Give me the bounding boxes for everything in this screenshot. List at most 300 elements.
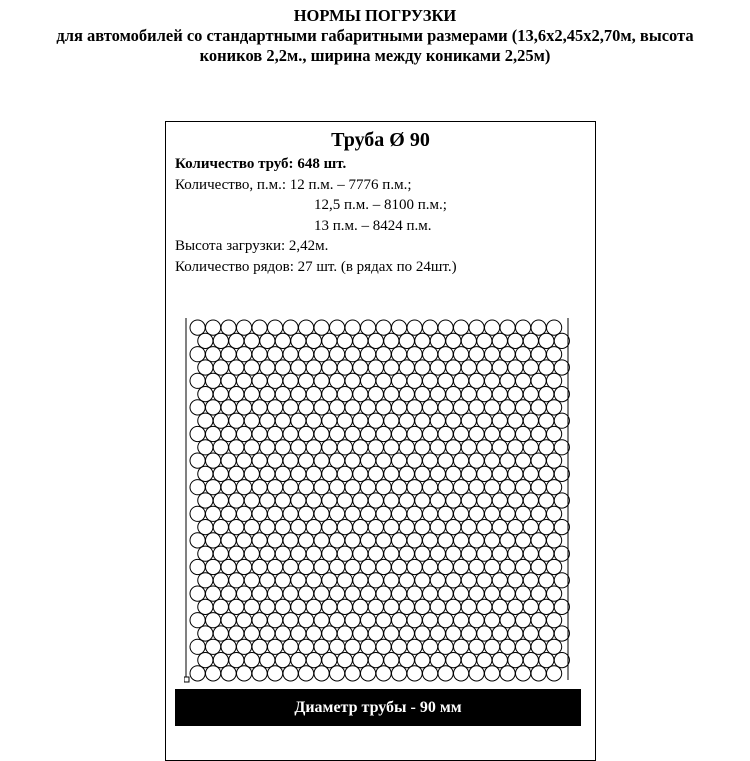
pipe-circle xyxy=(454,639,469,654)
pipe-circle xyxy=(361,320,376,335)
pipe-circle xyxy=(531,586,546,601)
pipe-circle xyxy=(454,586,469,601)
pipe-circle xyxy=(306,520,321,535)
pipe-circle xyxy=(291,413,306,428)
pipe-circle xyxy=(446,599,461,614)
pipe-circle xyxy=(314,506,329,521)
quantity-row xyxy=(175,154,457,175)
pipe-circle xyxy=(523,333,538,348)
pipe-circle xyxy=(268,373,283,388)
pipe-circle xyxy=(306,466,321,481)
card-title: Труба Ø 90 xyxy=(331,129,430,151)
pipe-circle xyxy=(492,546,507,561)
pipe-circle xyxy=(299,480,314,495)
pipe-circle xyxy=(423,373,438,388)
pipe-circle xyxy=(539,599,554,614)
pipe-circle xyxy=(469,586,484,601)
pipe-circle xyxy=(508,387,523,402)
pipe-circle xyxy=(268,506,283,521)
pipe-circle xyxy=(423,559,438,574)
pipe-circle xyxy=(268,586,283,601)
pipe-circle xyxy=(547,666,562,681)
pipe-circle xyxy=(477,626,492,641)
pipe-circle xyxy=(384,626,399,641)
meters-line-1: 12 п.м. – 7776 п.м.; xyxy=(289,176,412,193)
pipe-circle xyxy=(469,559,484,574)
pipe-circle xyxy=(361,533,376,548)
pipe-circle xyxy=(392,453,407,468)
pipe-circle xyxy=(337,413,352,428)
pipe-circle xyxy=(252,639,267,654)
pipe-circle xyxy=(516,453,531,468)
pipe-circle xyxy=(438,400,453,415)
pipe-circle xyxy=(198,413,213,428)
pipe-circle xyxy=(461,493,476,508)
pipe-circle xyxy=(399,599,414,614)
pipe-circle xyxy=(353,466,368,481)
pipe-circle xyxy=(384,653,399,668)
pipe-circle xyxy=(213,413,228,428)
pipe-circle xyxy=(500,506,515,521)
pipe-circle xyxy=(299,426,314,441)
pipe-circle xyxy=(539,653,554,668)
pipe-circle xyxy=(252,613,267,628)
pipe-circle xyxy=(485,400,500,415)
pipe-circle xyxy=(446,360,461,375)
pipe-circle xyxy=(469,426,484,441)
pipe-circle xyxy=(392,533,407,548)
pipe-circle xyxy=(314,666,329,681)
pipe-circle xyxy=(492,387,507,402)
pipe-circle xyxy=(206,639,221,654)
pipe-circle xyxy=(500,453,515,468)
pipe-circle xyxy=(330,533,345,548)
pipe-circle xyxy=(376,480,391,495)
pipe-circle xyxy=(190,453,205,468)
pipe-circle xyxy=(361,347,376,362)
pipe-circle xyxy=(268,613,283,628)
pipe-circle xyxy=(252,480,267,495)
pipe-circle xyxy=(500,586,515,601)
pipe-circle xyxy=(392,480,407,495)
pipe-circle xyxy=(322,573,337,588)
pipe-circle xyxy=(485,320,500,335)
pipe-circle xyxy=(283,559,298,574)
pipe-circle xyxy=(322,360,337,375)
pipe-circle xyxy=(314,347,329,362)
pipe-circle xyxy=(237,373,252,388)
pipe-circle xyxy=(516,639,531,654)
pipe-circle xyxy=(399,653,414,668)
pipe-circle xyxy=(547,373,562,388)
pipe-circle xyxy=(337,387,352,402)
pipe-circle xyxy=(399,626,414,641)
pipe-circle xyxy=(500,613,515,628)
rows-count: Количество рядов: 27 шт. (в рядах по 24шт.) xyxy=(175,258,457,275)
pipe-circle xyxy=(229,387,244,402)
pipe-circle xyxy=(268,453,283,468)
pipe-circle xyxy=(283,400,298,415)
pipe-circle xyxy=(492,573,507,588)
pipe-circle xyxy=(516,613,531,628)
pipe-circle xyxy=(229,333,244,348)
pipe-circle xyxy=(407,480,422,495)
pipe-circle xyxy=(206,453,221,468)
pipe-circle xyxy=(485,506,500,521)
pipe-circle xyxy=(291,493,306,508)
pipe-circle xyxy=(384,333,399,348)
pipe-circle xyxy=(523,653,538,668)
pipe-circle xyxy=(330,586,345,601)
pipe-circle xyxy=(345,426,360,441)
pipe-circle xyxy=(322,546,337,561)
pipe-circle xyxy=(547,426,562,441)
pipe-circle xyxy=(283,506,298,521)
meters-line-3: 13 п.м. – 8424 п.м. xyxy=(314,217,432,234)
pipe-circle xyxy=(306,440,321,455)
pipe-circle xyxy=(229,520,244,535)
pipe-circle xyxy=(376,586,391,601)
pipe-circle xyxy=(407,533,422,548)
pipe-circle xyxy=(237,559,252,574)
pipe-circle xyxy=(392,347,407,362)
pipe-circle xyxy=(547,559,562,574)
pipe-circle xyxy=(314,426,329,441)
pipe-circle xyxy=(252,400,267,415)
pipe-circle xyxy=(539,520,554,535)
pipe-circle xyxy=(547,533,562,548)
pipe-circle xyxy=(477,466,492,481)
pipe-circle xyxy=(523,546,538,561)
pipe-circle xyxy=(461,360,476,375)
pipe-circle xyxy=(384,440,399,455)
pipe-circle xyxy=(337,440,352,455)
pipe-circle xyxy=(415,546,430,561)
pipe-circle xyxy=(430,520,445,535)
pipe-circle xyxy=(554,599,569,614)
pipe-circle xyxy=(190,559,205,574)
pipe-circle xyxy=(461,626,476,641)
pipe-circle xyxy=(539,493,554,508)
pipe-circle xyxy=(198,387,213,402)
pipe-circle xyxy=(314,559,329,574)
pipe-circle xyxy=(275,653,290,668)
pipe-circle xyxy=(368,520,383,535)
pipe-circle xyxy=(221,559,236,574)
pipe-circle xyxy=(322,440,337,455)
pipe-circle xyxy=(384,573,399,588)
pipe-circle xyxy=(399,413,414,428)
pipe-circle xyxy=(469,613,484,628)
pipe-circle xyxy=(244,653,259,668)
pipe-circle xyxy=(415,413,430,428)
pipe-circle xyxy=(244,466,259,481)
pipe-circle xyxy=(306,387,321,402)
pipe-circle xyxy=(213,546,228,561)
pipe-circle xyxy=(399,466,414,481)
pipe-circle xyxy=(554,546,569,561)
pipe-circle xyxy=(190,666,205,681)
pipe-circle xyxy=(461,573,476,588)
pipe-circle xyxy=(461,413,476,428)
pipe-circle xyxy=(252,559,267,574)
pipe-circle xyxy=(275,599,290,614)
pipe-circle xyxy=(337,626,352,641)
pipe-circle xyxy=(368,387,383,402)
pipe-circle xyxy=(275,626,290,641)
pipe-circle xyxy=(330,453,345,468)
pipe-circle xyxy=(407,639,422,654)
pipe-circle xyxy=(268,400,283,415)
pipe-circle xyxy=(229,573,244,588)
pipe-circle xyxy=(337,520,352,535)
pipe-circle xyxy=(531,426,546,441)
pipe-circle xyxy=(539,573,554,588)
pipe-circle xyxy=(523,599,538,614)
pipe-circle xyxy=(345,613,360,628)
pipe-circle xyxy=(268,480,283,495)
pipe-circle xyxy=(454,453,469,468)
pipe-circle xyxy=(190,506,205,521)
pipe-circle xyxy=(244,360,259,375)
pipe-circle xyxy=(399,546,414,561)
pipe-circle xyxy=(531,373,546,388)
pipe-circle xyxy=(392,373,407,388)
pipe-circle xyxy=(252,320,267,335)
pipe-circle xyxy=(423,480,438,495)
pipe-circle xyxy=(539,466,554,481)
pipe-circle xyxy=(330,613,345,628)
pipe-circle xyxy=(213,653,228,668)
pipe-circle xyxy=(275,546,290,561)
pipe-circle xyxy=(469,453,484,468)
pipe-circle xyxy=(454,506,469,521)
pipe-circle xyxy=(368,360,383,375)
pipe-circle xyxy=(299,639,314,654)
pipe-circle xyxy=(376,506,391,521)
pipe-circle xyxy=(438,453,453,468)
pipe-circle xyxy=(407,426,422,441)
pipe-circle xyxy=(415,626,430,641)
pipe-circle xyxy=(516,347,531,362)
pipe-circle xyxy=(492,653,507,668)
meters-label: Количество, п.м.: xyxy=(175,176,287,193)
pipe-circle xyxy=(221,453,236,468)
pipe-circle xyxy=(330,347,345,362)
pipe-circle xyxy=(492,626,507,641)
pipe-circle xyxy=(283,613,298,628)
pipe-circle xyxy=(221,347,236,362)
pipe-circle xyxy=(314,613,329,628)
pipe-circle xyxy=(337,599,352,614)
pipe-circle xyxy=(438,373,453,388)
pipe-circle xyxy=(554,413,569,428)
pipe-circle xyxy=(299,453,314,468)
pipe-circle xyxy=(268,426,283,441)
pipe-circle xyxy=(461,520,476,535)
pipe-circle xyxy=(291,440,306,455)
pipe-circle xyxy=(368,413,383,428)
pipe-circle xyxy=(206,480,221,495)
pipe-circle xyxy=(221,320,236,335)
pipe-circle xyxy=(415,387,430,402)
pipe-circle xyxy=(275,466,290,481)
pipe-circle xyxy=(345,506,360,521)
pipe-circle xyxy=(237,586,252,601)
pipe-circle xyxy=(322,333,337,348)
pipe-circle xyxy=(554,360,569,375)
pipe-circle xyxy=(438,586,453,601)
pipe-circle xyxy=(531,320,546,335)
pipe-circle xyxy=(539,333,554,348)
pipe-circle xyxy=(306,599,321,614)
pipe-circle xyxy=(221,506,236,521)
pipe-circle xyxy=(469,506,484,521)
pipe-circle xyxy=(508,440,523,455)
pipe-circle xyxy=(500,373,515,388)
meters-row xyxy=(175,175,457,196)
pipe-circle xyxy=(260,493,275,508)
pipe-circle xyxy=(384,599,399,614)
pipe-circle xyxy=(237,400,252,415)
pipe-circle xyxy=(547,586,562,601)
pipe-circle xyxy=(554,520,569,535)
pipe-circle xyxy=(244,413,259,428)
pipe-circle xyxy=(492,360,507,375)
pipe-circle xyxy=(430,413,445,428)
pipe-circle xyxy=(461,387,476,402)
pipe-circle xyxy=(469,533,484,548)
pipe-circle xyxy=(283,373,298,388)
pipe-circle xyxy=(353,626,368,641)
pipe-circle xyxy=(423,533,438,548)
pipe-circle xyxy=(260,333,275,348)
pipe-circle xyxy=(244,333,259,348)
pipe-circle xyxy=(415,573,430,588)
pipe-circle xyxy=(446,333,461,348)
pipe-circle xyxy=(291,387,306,402)
pipe-circle xyxy=(330,506,345,521)
pipe-circle xyxy=(454,666,469,681)
pipe-circle xyxy=(213,387,228,402)
pipe-circle xyxy=(492,599,507,614)
pipe-circle xyxy=(229,626,244,641)
pipe-circle xyxy=(392,506,407,521)
pipe-circle xyxy=(299,613,314,628)
pipe-circle xyxy=(438,320,453,335)
pipe-circle xyxy=(237,506,252,521)
pipe-circle xyxy=(477,599,492,614)
pipe-circle xyxy=(190,533,205,548)
pipe-circle xyxy=(446,387,461,402)
pipe-circle xyxy=(516,533,531,548)
pipe-circle xyxy=(368,466,383,481)
pipe-circle xyxy=(477,520,492,535)
pipe-circle xyxy=(407,320,422,335)
pipe-circle xyxy=(469,400,484,415)
pipe-circle xyxy=(523,413,538,428)
pipe-circle xyxy=(260,413,275,428)
pipe-circle xyxy=(500,347,515,362)
pipe-circle xyxy=(283,320,298,335)
pipe-circle xyxy=(516,586,531,601)
pipe-circle xyxy=(275,440,290,455)
pipe-circle xyxy=(438,533,453,548)
pipe-circle xyxy=(322,653,337,668)
pipe-circle xyxy=(268,347,283,362)
pipe-circle xyxy=(392,666,407,681)
pipe-circle xyxy=(554,440,569,455)
pipe-circle xyxy=(206,400,221,415)
pipe-circle xyxy=(206,666,221,681)
pipe-circle xyxy=(260,360,275,375)
pipe-circle xyxy=(454,480,469,495)
pipe-card xyxy=(165,121,596,761)
pipe-circle xyxy=(454,613,469,628)
pipe-circle xyxy=(252,453,267,468)
pipe-circle xyxy=(206,506,221,521)
pipe-circle xyxy=(221,613,236,628)
pipe-circle xyxy=(353,360,368,375)
pipe-circle xyxy=(198,333,213,348)
pipe-circle xyxy=(314,320,329,335)
pipe-circle xyxy=(376,453,391,468)
pipe-circle xyxy=(337,573,352,588)
pipe-circle xyxy=(260,440,275,455)
pipe-circle xyxy=(337,653,352,668)
pipe-circle xyxy=(353,333,368,348)
pipe-circle xyxy=(260,466,275,481)
pipe-circle xyxy=(500,480,515,495)
pipe-circle xyxy=(384,413,399,428)
pipe-circle xyxy=(407,666,422,681)
pipe-circle xyxy=(353,599,368,614)
pipe-circle xyxy=(384,493,399,508)
pipe-circle xyxy=(461,466,476,481)
pipe-circle xyxy=(368,653,383,668)
pipe-circle xyxy=(306,333,321,348)
pipe-circle xyxy=(291,466,306,481)
pipe-circle xyxy=(407,586,422,601)
pipe-circle xyxy=(438,613,453,628)
quantity-value: 648 шт. xyxy=(297,156,347,172)
pipe-circle xyxy=(415,333,430,348)
pipe-circle xyxy=(361,613,376,628)
pipe-circle xyxy=(237,639,252,654)
pipe-circle xyxy=(376,320,391,335)
pipe-circle xyxy=(446,626,461,641)
pipe-circle xyxy=(554,466,569,481)
pipe-circle xyxy=(314,400,329,415)
pipe-circle xyxy=(299,506,314,521)
pipe-circle xyxy=(492,333,507,348)
pipe-circle xyxy=(430,360,445,375)
pipe-circle xyxy=(213,360,228,375)
card-info xyxy=(175,154,457,277)
pipe-circle xyxy=(314,373,329,388)
pipe-circle xyxy=(190,586,205,601)
pipe-circle xyxy=(376,559,391,574)
pipe-circle xyxy=(368,573,383,588)
pipe-circle xyxy=(454,320,469,335)
pipe-circle xyxy=(244,626,259,641)
pipe-circle xyxy=(384,520,399,535)
pipe-circle xyxy=(523,387,538,402)
pipe-circle xyxy=(461,653,476,668)
pipe-circle xyxy=(213,520,228,535)
pipe-circle xyxy=(314,533,329,548)
pipe-circle xyxy=(531,506,546,521)
